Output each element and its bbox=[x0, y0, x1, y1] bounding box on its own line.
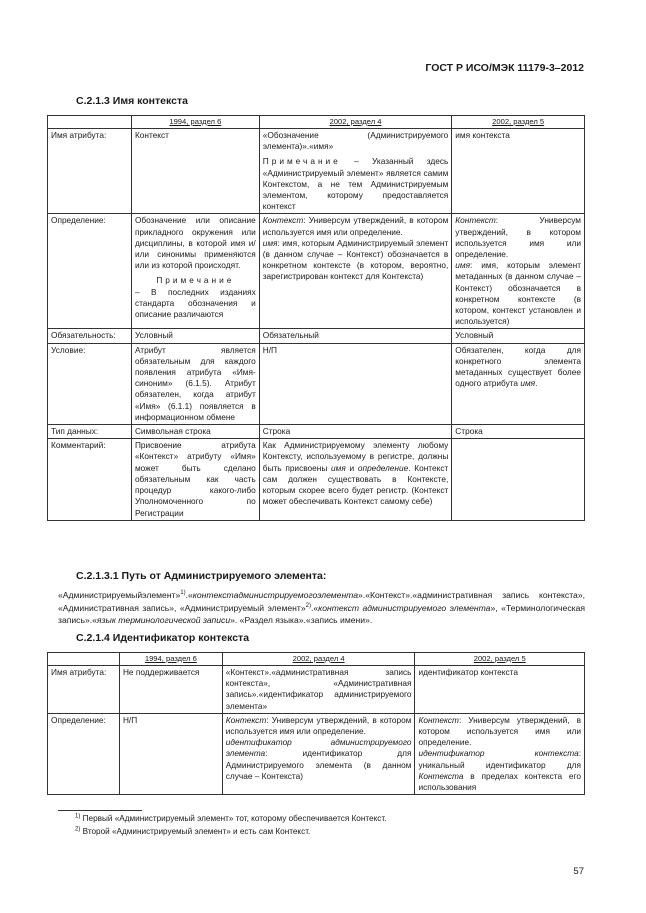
table-row bbox=[48, 129, 585, 214]
table-cell: Н/П bbox=[119, 713, 222, 794]
footnote: $^{2)}$ Второй «Администрируемый элемент» и есть сам Контекст. bbox=[75, 826, 311, 836]
table-cell: Присвоение атрибута «Контекст» атрибуту «Имя» может быть сделано обязательным как часть процедур какого-либо Уполномоченного по Регистрации bbox=[131, 439, 259, 520]
table-cell: Контекст: Универсум утверждений, в котором используется имя или определение. имя: имя, которым Администрируемый элемент (в данном случае – Контекст) обозначается в конкретном контексте (в котором, вероятно, зарегистрирован контекст для Контекста) bbox=[259, 214, 452, 329]
table-row bbox=[48, 713, 585, 794]
table-cell: имя контекста bbox=[452, 129, 585, 214]
section-title-c214: С.2.1.4 Идентификатор контекста bbox=[76, 632, 250, 644]
table-row bbox=[48, 425, 585, 439]
table-cell: Строка bbox=[452, 425, 585, 439]
row-label: Обязательность: bbox=[48, 329, 132, 343]
context-identifier-table bbox=[47, 652, 585, 795]
column-header: 1994, раздел 6 bbox=[131, 116, 259, 129]
row-label: Условие: bbox=[48, 343, 132, 424]
note: Примечание – Указанный здесь «Администрируемый элемент» является самим Контекстом, а не тем Администрируемым элементом, которому предоставляется контекст bbox=[262, 156, 449, 212]
page-number: 57 bbox=[573, 866, 584, 877]
table-cell: «Обозначение (Администрируемого элемента)».«имя» Примечание – Указанный здесь «Администрируемый элемент» является самим Контекстом, а не тем Администрируемым элементом, которому предоставляется контекст bbox=[259, 129, 452, 214]
table-header-row bbox=[48, 116, 585, 129]
table-cell: Контекст: Универсум утверждений, в котором используется имя или определение. имя: имя, которым элемент метаданных (в данном случае – Контекст) обозначается в конкретном контексте (в котором, контекст установлен и используется) bbox=[452, 214, 585, 329]
section-title-c213: С.2.1.3 Имя контекста bbox=[76, 95, 188, 107]
table-row bbox=[48, 439, 585, 520]
table-cell: Атрибут является обязательным для каждого появления атрибута «Имя-синоним» (6.1.5). Атрибут обязателен, когда атрибут «Имя» (6.1.1) появляется в информационном обмене bbox=[131, 343, 259, 424]
column-header: 2002, раздел 5 bbox=[452, 116, 585, 129]
table-cell: Обязателен, когда для конкретного элемента метаданных существует более одного атрибута имя. bbox=[452, 343, 585, 424]
table-cell: Символьная строка bbox=[131, 425, 259, 439]
table-row bbox=[48, 343, 585, 424]
table-cell: «Контекст».«административная запись контекста», «Административная запись».«идентификатор администрируемого элемента» bbox=[222, 666, 415, 714]
column-header: 1994, раздел 6 bbox=[119, 653, 222, 666]
column-header: 2002, раздел 4 bbox=[222, 653, 415, 666]
row-label: Имя атрибута: bbox=[48, 129, 132, 214]
table-row bbox=[48, 214, 585, 329]
table-cell: Строка bbox=[259, 425, 452, 439]
table-cell: Контекст: Универсум утверждений, в котором используется имя или определение. идентификатор контекста: уникальный идентификатор для Контекста в пределах контекста его использования bbox=[415, 713, 585, 794]
footnote-divider bbox=[58, 810, 142, 811]
row-label: Имя атрибута: bbox=[48, 666, 120, 714]
row-label: Определение: bbox=[48, 214, 132, 329]
column-header: 2002, раздел 5 bbox=[415, 653, 585, 666]
table-cell bbox=[452, 439, 585, 520]
table-cell: Обозначение или описание прикладного окружения или дисциплины, в которой имя и/или синонимы применяются или из которой происходят. Примечание – В последних изданиях стандарта обозначения и описание различаются bbox=[131, 214, 259, 329]
table-cell: идентификатор контекста bbox=[415, 666, 585, 714]
section-title-c2131: С.2.1.3.1 Путь от Администрируемого элемента: bbox=[76, 570, 327, 582]
table-cell: Условный bbox=[452, 329, 585, 343]
row-label: Определение: bbox=[48, 713, 120, 794]
context-name-table bbox=[47, 115, 585, 521]
table-header-row bbox=[48, 653, 585, 666]
table-cell: Контекст: Универсум утверждений, в котором используется имя или определение. идентификатор администрируемого элемента: идентификатор для Администрируемого элемента (в данном случае – Контекста) bbox=[222, 713, 415, 794]
footnote: $^{1)}$ Первый «Администрируемый элемент» тот, которому обеспечивается Контекст. bbox=[75, 813, 387, 823]
table-cell: Н/П bbox=[259, 343, 452, 424]
document-header: ГОСТ Р ИСО/МЭК 11179-3–2012 bbox=[425, 62, 584, 74]
table-cell: Контекст bbox=[131, 129, 259, 214]
column-header: 2002, раздел 4 bbox=[259, 116, 452, 129]
table-row bbox=[48, 329, 585, 343]
table-cell: Обязательный bbox=[259, 329, 452, 343]
table-cell: Условный bbox=[131, 329, 259, 343]
table-cell: Не поддерживается bbox=[119, 666, 222, 714]
path-paragraph: «Администрируемыйэлемент»$^{1)}$.«контекстадминистрируемогоэлемента».«Контекст».«административная запись контекста», «Административная запись», «Администрируемый элемент»$^{2)}$.«контекст администрируемого элемента», «Терминологическая запись».«язык терминологической записи». «Раздел языка».«запись имени». bbox=[58, 590, 585, 626]
row-label: Тип данных: bbox=[48, 425, 132, 439]
row-label: Комментарий: bbox=[48, 439, 132, 520]
table-cell: Как Администрируемому элементу любому Контексту, используемому в регистре, должны быть присвоены имя и определение. Контекст сам должен существовать в Контексте, которым скорее всего будет регистр. (Контекст может обеспечивать Контекст самому себе) bbox=[259, 439, 452, 520]
note: Примечание – В последних изданиях стандарта обозначения и описание различаются bbox=[134, 275, 256, 320]
table-row bbox=[48, 666, 585, 714]
